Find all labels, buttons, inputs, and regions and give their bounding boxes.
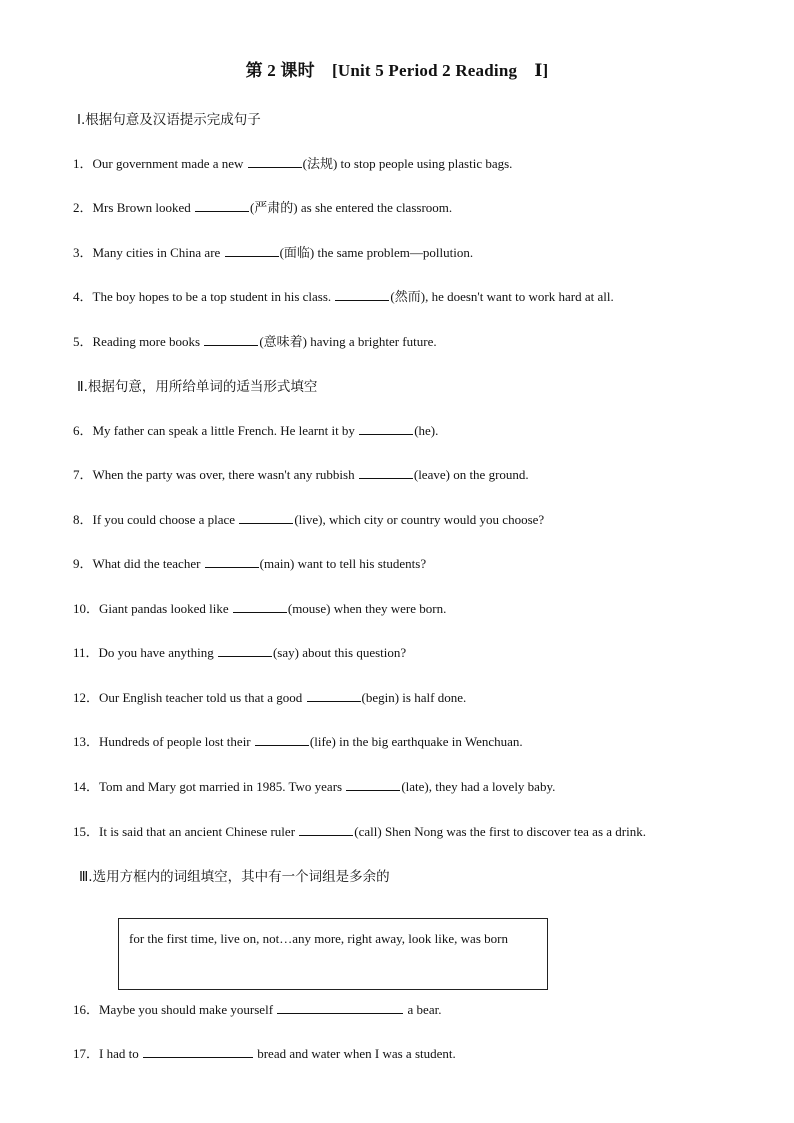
answer-blank[interactable]: [195, 199, 249, 212]
answer-blank[interactable]: [255, 733, 309, 746]
question-15: [73, 821, 646, 840]
answer-blank[interactable]: [277, 1001, 403, 1014]
question-text: (mouse) when they were born.: [287, 601, 447, 616]
question-8: [73, 509, 544, 528]
question-9: [73, 553, 426, 572]
question-text: (main) want to tell his students?: [259, 556, 427, 571]
question-text: (严肃的) as she entered the classroom.: [249, 200, 453, 215]
section-heading-2: Ⅱ.根据句意，用所给单词的适当形式填空: [77, 379, 318, 395]
question-text: 16．Maybe you should make yourself: [73, 1002, 277, 1017]
question-text: 1．Our government made a new: [73, 156, 247, 171]
question-text: 10．Giant pandas looked like: [73, 601, 232, 616]
question-text: (call) Shen Nong was the first to discover tea as a drink.: [354, 824, 646, 839]
question-text: (然而), he doesn't want to work hard at all.: [390, 289, 614, 304]
question-text: 15．It is said that an ancient Chinese ruler: [73, 824, 299, 839]
question-text: 13．Hundreds of people lost their: [73, 734, 254, 749]
answer-blank[interactable]: [204, 333, 258, 346]
answer-blank[interactable]: [239, 511, 293, 524]
answer-blank[interactable]: [307, 689, 361, 702]
question-text: 11．Do you have anything: [73, 645, 217, 660]
question-4: [73, 286, 614, 305]
question-text: (leave) on the ground.: [413, 467, 529, 482]
answer-blank[interactable]: [233, 600, 287, 613]
question-text: (意味着) having a brighter future.: [259, 334, 437, 349]
question-text: (late), they had a lovely baby.: [401, 779, 556, 794]
question-text: (live), which city or country would you choose?: [294, 512, 545, 527]
question-text: 2．Mrs Brown looked: [73, 200, 194, 215]
question-12: [73, 687, 466, 706]
question-text: 7．When the party was over, there wasn't any rubbish: [73, 467, 358, 482]
question-16: [73, 999, 441, 1018]
question-text: 6．My father can speak a little French. He learnt it by: [73, 423, 359, 438]
answer-blank[interactable]: [218, 644, 272, 657]
answer-blank[interactable]: [205, 555, 259, 568]
answer-blank[interactable]: [335, 288, 389, 301]
question-text: (面临) the same problem—pollution.: [279, 245, 474, 260]
section-heading-1: Ⅰ.根据句意及汉语提示完成句子: [77, 112, 261, 128]
question-text: 17．I had to: [73, 1046, 142, 1061]
question-text: 12．Our English teacher told us that a good: [73, 690, 306, 705]
question-7: [73, 464, 529, 483]
question-text: 3．Many cities in China are: [73, 245, 224, 260]
answer-blank[interactable]: [143, 1045, 253, 1058]
question-text: (life) in the big earthquake in Wenchuan.: [309, 734, 523, 749]
question-text: (begin) is half done.: [361, 690, 467, 705]
question-text: 4．The boy hopes to be a top student in his class.: [73, 289, 335, 304]
answer-blank[interactable]: [248, 155, 302, 168]
answer-blank[interactable]: [225, 244, 279, 257]
answer-blank[interactable]: [359, 422, 413, 435]
question-3: [73, 242, 473, 261]
question-10: [73, 598, 446, 617]
question-text: 9．What did the teacher: [73, 556, 204, 571]
answer-blank[interactable]: [359, 466, 413, 479]
question-text: (法规) to stop people using plastic bags.: [302, 156, 513, 171]
question-5: [73, 331, 437, 350]
question-14: [73, 776, 555, 795]
question-6: [73, 420, 438, 439]
word-box: for the first time, live on, not…any more, right away, look like, was born: [118, 918, 548, 990]
question-2: [73, 197, 452, 216]
question-text: 14．Tom and Mary got married in 1985. Two years: [73, 779, 346, 794]
question-text: 5．Reading more books: [73, 334, 204, 349]
question-text: a bear.: [404, 1002, 442, 1017]
section-heading-3: Ⅲ.选用方框内的词组填空，其中有一个词组是多余的: [79, 869, 390, 885]
page-title: 第 2 课时 [Unit 5 Period 2 Reading Ⅰ]: [245, 61, 549, 80]
answer-blank[interactable]: [299, 823, 353, 836]
question-text: (he).: [414, 423, 439, 438]
answer-blank[interactable]: [346, 778, 400, 791]
question-1: [73, 153, 512, 172]
question-text: 8．If you could choose a place: [73, 512, 239, 527]
question-17: [73, 1043, 456, 1062]
question-11: [73, 642, 406, 661]
question-text: (say) about this question?: [272, 645, 407, 660]
question-13: [73, 731, 523, 750]
question-text: bread and water when I was a student.: [253, 1046, 456, 1061]
